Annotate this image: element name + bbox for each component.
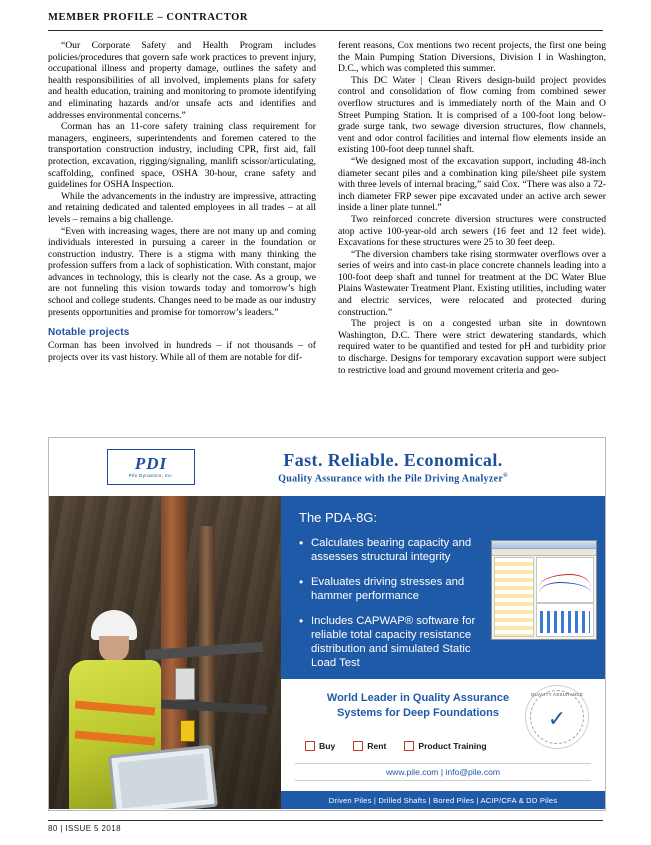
advertisement: [48, 437, 606, 811]
paragraph: While the advancements in the industry are impressive, attracting and retaining dedicated and talented employees in all trades – at all levels – remains a big challenge.: [48, 190, 316, 225]
screenshot-bar-plot: [536, 603, 594, 637]
checkbox-icon[interactable]: [305, 741, 315, 751]
ad-logo: [49, 449, 199, 485]
checkbox-icon[interactable]: [353, 741, 363, 751]
page-footer: 80 | ISSUE 5 2018: [48, 824, 121, 833]
ad-photo: [49, 496, 281, 809]
feature-list: [299, 536, 491, 681]
checkbox-options: [305, 741, 487, 751]
page-header: MEMBER PROFILE – CONTRACTOR: [48, 12, 249, 23]
checkbox-label: Product Training: [418, 741, 487, 751]
headline-primary: Fast. Reliable. Economical.: [283, 449, 503, 470]
pdi-logo-icon: [107, 449, 195, 485]
product-title: The PDA-8G:: [299, 510, 378, 525]
paragraph: The project is on a congested urban site in downtown Washington, D.C. There were strict dewatering standards, which required water to be quantified and tested for pH and turbidity prior to discharge. Designs for temporary excavation support were subject to restrictive load and ground movement criteria and geo-: [338, 318, 606, 376]
paragraph: ferent reasons, Cox mentions two recent projects, the first one being the Main Pumping Station Diversions, Division I in Washington, D.C., which was completed this summer.: [338, 40, 606, 75]
checkbox-icon[interactable]: [404, 741, 414, 751]
slogan-line-2: Systems for Deep Foundations: [337, 707, 499, 719]
pda-tablet-device: [108, 745, 218, 809]
paragraph: Corman has an 11-core safety training class requirement for managers, engineers, superintendents and foremen catered to the transportation construction industry, including CPR, first aid, fall protection, excavation, rigging/signaling, manlift scissor/articulating, scaffolding, confined space, OSHA 30-hour, crane safety and guidelines for OSHA Inspection.: [48, 121, 316, 191]
ad-headline: [199, 450, 605, 484]
screenshot-toolbar: [492, 549, 596, 556]
article-columns: [48, 40, 606, 376]
screenshot-data-grid: [494, 557, 534, 637]
headline-secondary-text: Quality Assurance with the Pile Driving Analyzer: [278, 473, 504, 485]
paragraph: Corman has been involved in hundreds – if not thousands – of projects over its vast history. While all of them are notable for dif-: [48, 340, 316, 363]
tablet-screen: [118, 754, 208, 809]
software-screenshot: [491, 540, 597, 640]
headline-secondary: [199, 473, 587, 484]
ad-footer: [281, 679, 605, 809]
right-column: [338, 40, 606, 376]
pile-sensor: [175, 668, 195, 700]
checkmark-icon: ✓: [547, 706, 567, 731]
footer-divider: [48, 820, 603, 821]
screenshot-titlebar: [492, 541, 596, 549]
paragraph: “The diversion chambers take rising stormwater overflows over a series of weirs and into cast-in place concrete channels leading into a 100-foot deep shaft and tunnel for treatment at the DC Water Blue Plains Wastewater Treatment Plant. Existing utilities, including water and electric services, were relocated and protected during construction.”: [338, 248, 606, 318]
ad-services-strip: Driven Piles | Drilled Shafts | Bored Piles | ACIP/CFA & DD Piles: [281, 791, 605, 809]
paragraph: “We designed most of the excavation support, including 48-inch diameter secant piles and a combination king pile/sheet pile system with three levels of internal bracing,” said Cox. “There was also a 72-inch diameter FRP sewer pipe excavated under an active arch sewer inside a liner plate tunnel.”: [338, 155, 606, 214]
list-item: • Includes CAPWAP® software for reliable total capacity resistance distribution and simulated Static Load Test: [299, 614, 491, 670]
checkbox-label: Rent: [367, 741, 387, 751]
list-item: • Evaluates driving stresses and hammer performance: [299, 575, 491, 603]
seal-label: QUALITY ASSURANCE: [530, 692, 584, 697]
worker-face: [99, 636, 129, 662]
ad-header: [49, 438, 605, 496]
header-divider: [48, 30, 603, 31]
pile-sensor-yellow: [180, 720, 195, 742]
logo-mark: PDI: [134, 454, 168, 474]
ad-url[interactable]: www.pile.com | info@pile.com: [295, 763, 591, 781]
bar-series: [540, 611, 590, 633]
checkbox-buy[interactable]: [305, 741, 335, 751]
ad-slogan: [303, 691, 533, 721]
list-item: • Calculates bearing capacity and assesses structural integrity: [299, 536, 491, 564]
checkbox-rent[interactable]: [353, 741, 386, 751]
paragraph: “Even with increasing wages, there are not many up and coming individuals interested in pursuing a career in the foundation or construction industry. There is a stigma with many thinking the profession suffers from a lack of sophistication. With constant, major advances in technology, this is clearly not the case. As a group, we are not funneling this vision towards today and tomorrow’s high school and college students. Changes need to be made as our industry presents opportunities and promise for tomorrow’s leaders.”: [48, 225, 316, 318]
checkbox-label: Buy: [319, 741, 336, 751]
paragraph: Two reinforced concrete diversion structures were constructed atop active 100-year-old arch sewers (16 feet and 12 feet wide). Excavations for these structures were 25 to 30 feet deep.: [338, 213, 606, 249]
paragraph: “Our Corporate Safety and Health Program includes policies/procedures that govern safe work practices to prevent injury, occupational illness and property damage, outlines the safety and health responsibilities of all involved, implements plans for safety and health education, training and monitoring to promote identifying and eliminating hazards and/or unsafe acts and identifies and addresses environmental concerns.”: [48, 40, 316, 121]
paragraph: This DC Water | Clean Rivers design-build project provides control and consolidation of flow coming from combined sewer overflow structures and is immediately north of the Main and O Street Pumping Station. It is comprised of a 100-foot long below-grade surge tank, two sewage diversion structures, flow channels, vent and odor control facilities and internal flow elements inside an existing 100-foot deep tunnel shaft.: [338, 74, 606, 156]
pile-column-secondary: [199, 526, 215, 761]
slogan-line-1: World Leader in Quality Assurance: [326, 692, 510, 704]
ad-content-panel: [281, 496, 605, 809]
screenshot-wave-plot: [536, 557, 594, 603]
section-heading: Notable projects: [48, 327, 130, 339]
checkbox-product-training[interactable]: [404, 741, 486, 751]
left-column: [48, 40, 316, 376]
logo-subtitle: Pile Dynamics, Inc.: [128, 473, 174, 479]
registered-mark: ®: [503, 472, 508, 479]
quality-assurance-seal: [525, 685, 589, 749]
ad-body: [49, 496, 605, 809]
